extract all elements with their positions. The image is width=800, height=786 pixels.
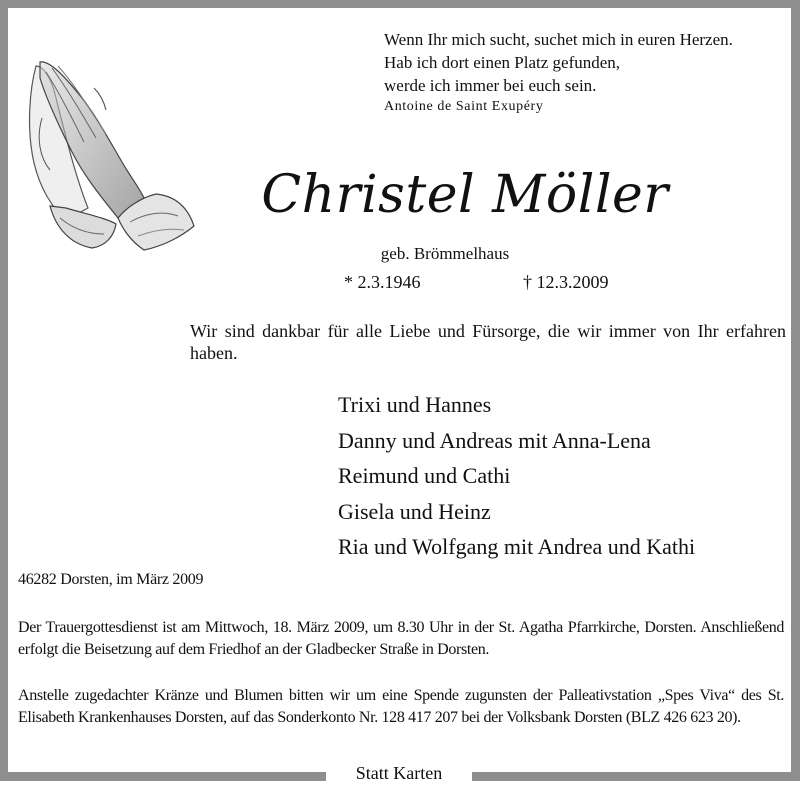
quote-line: Hab ich dort einen Platz gefunden, [384,53,621,72]
quote-line: Wenn Ihr mich sucht, suchet mich in euren Herzen. [384,30,733,49]
maiden-name: geb. Brömmelhaus [380,244,510,263]
family-member: Trixi und Hannes [338,392,492,417]
family-member: Ria und Wolfgang mit Andrea und Kathi [338,534,696,559]
thanks-text: Wir sind dankbar für alle Liebe und Fürsorge, die wir immer von Ihr erfahren haben. [190,321,786,363]
quote-block [384,28,733,117]
quote-line: werde ich immer bei euch sein. [384,76,597,95]
funeral-service-text: Der Trauergottesdienst ist am Mittwoch, 18. März 2009, um 8.30 Uhr in der St. Agatha Pfarrkirche, Dorsten. Anschließend erfolgt die Beisetzung auf dem Friedhof an der Gladbecker Straße in Dorsten. [18,619,784,658]
family-member: Reimund und Cathi [338,463,511,488]
place-date: 46282 Dorsten, im März 2009 [18,571,204,588]
family-member: Danny und Andreas mit Anna-Lena [338,427,651,453]
birth-date: * 2.3.1946 [344,272,421,292]
deceased-name: Christel Möller [261,165,669,225]
footer-label: Statt Karten [326,760,472,781]
death-date: † 12.3.2009 [523,272,609,292]
family-member: Gisela und Heinz [338,498,491,524]
quote-author: Antoine de Saint Exupéry [384,99,544,114]
praying-hands-icon [26,58,206,258]
family-list [338,387,695,565]
donation-text: Anstelle zugedachter Kränze und Blumen bitten wir um eine Spende zugunsten der Palleativstation „Spes Viva“ des St. Elisabeth Krankenhauses Dorsten, auf das Sonderkonto Nr. 128 417 207 bei der Volksbank Dorsten (BLZ 426 623 20). [18,687,784,726]
